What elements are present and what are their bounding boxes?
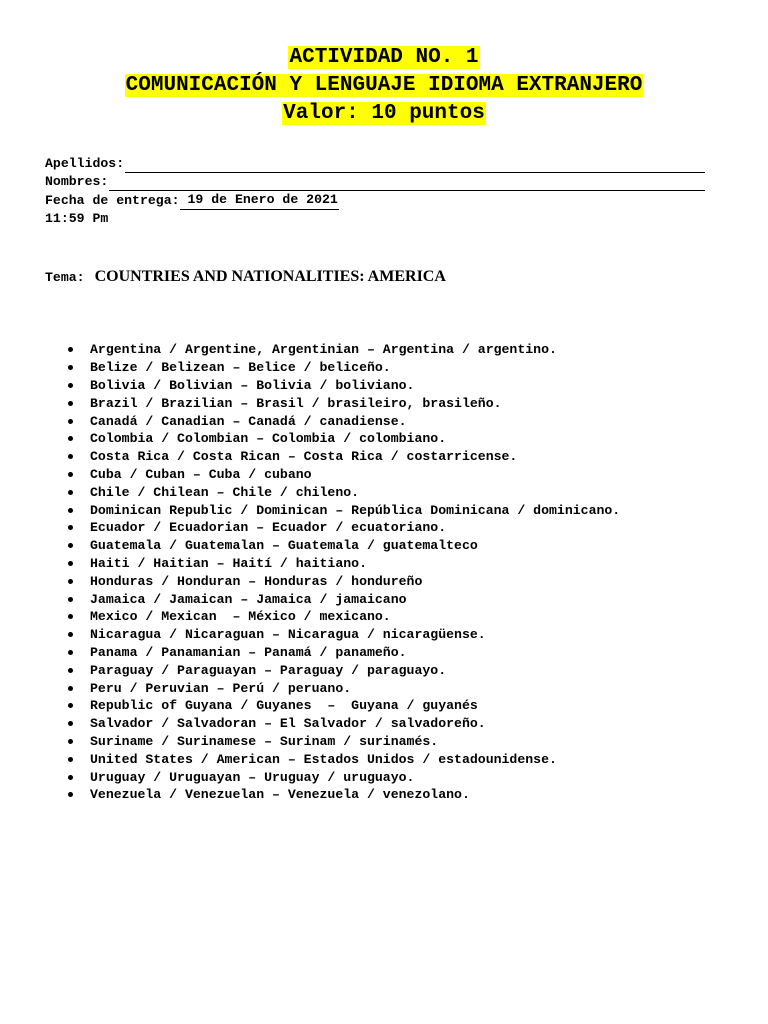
apellidos-input-line[interactable] (125, 158, 705, 173)
list-item (60, 750, 620, 768)
list-item-text: Haiti / Haitian – Haití / haitiano. (90, 555, 367, 571)
fecha-value: 19 de Enero de 2021 (180, 191, 339, 210)
title-line-1 (0, 44, 768, 72)
list-item-text: Ecuador / Ecuadorian – Ecuador / ecuatoriano. (90, 520, 447, 536)
list-item (60, 572, 620, 590)
fecha-row (45, 191, 705, 210)
list-item-text: Honduras / Honduran – Honduras / hondureño (90, 573, 423, 589)
bullet-icon (68, 543, 73, 548)
bullet-icon (68, 525, 73, 530)
list-item (60, 501, 620, 519)
bullet-icon (68, 614, 73, 619)
list-item (60, 608, 620, 626)
list-item (60, 519, 620, 537)
bullet-icon (68, 579, 73, 584)
list-item-text: Jamaica / Jamaican – Jamaica / jamaicano (90, 591, 407, 607)
list-item (60, 661, 620, 679)
list-item (60, 768, 620, 786)
bullet-icon (68, 775, 73, 780)
list-item (60, 448, 620, 466)
nombres-label: Nombres: (45, 174, 109, 189)
title-line-2 (0, 72, 768, 100)
list-item (60, 394, 620, 412)
points-value: Valor: 10 puntos (283, 102, 485, 125)
list-item (60, 715, 620, 733)
course-title: COMUNICACIÓN Y LENGUAJE IDIOMA EXTRANJERO (125, 74, 643, 97)
bullet-icon (68, 597, 73, 602)
list-item-text: Paraguay / Paraguayan – Paraguay / paraguayo. (90, 662, 447, 678)
list-item-text: Belize / Belizean – Belice / beliceño. (90, 360, 391, 376)
list-item-text: Dominican Republic / Dominican – República Dominicana / dominicano. (90, 502, 621, 518)
list-item (60, 537, 620, 555)
list-item-text: United States / American – Estados Unidos / estadounidense. (90, 751, 557, 767)
bullet-icon (68, 561, 73, 566)
bullet-icon (68, 472, 73, 477)
list-item-text: Venezuela / Venezuelan – Venezuela / venezolano. (90, 787, 470, 803)
list-item-text: Republic of Guyana / Guyanes – Guyana / guyanés (90, 698, 478, 714)
list-item (60, 555, 620, 573)
list-item-text: Panama / Panamanian – Panamá / panameño. (90, 644, 407, 660)
fecha-label: Fecha de entrega: (45, 192, 180, 208)
nombres-row (45, 173, 705, 192)
list-item-text: Costa Rica / Costa Rican – Costa Rica / costarricense. (90, 449, 518, 465)
bullet-icon (68, 650, 73, 655)
bullet-icon (68, 419, 73, 424)
student-fields (45, 154, 705, 228)
bullet-icon (68, 347, 73, 352)
list-item-text: Chile / Chilean – Chile / chileno. (90, 484, 360, 500)
list-item-text: Suriname / Surinamese – Surinam / surinamés. (90, 733, 439, 749)
list-item (60, 377, 620, 395)
bullet-icon (68, 703, 73, 708)
bullet-icon (68, 401, 73, 406)
bullet-icon (68, 365, 73, 370)
bullet-icon (68, 454, 73, 459)
list-item-text: Canadá / Canadian – Canadá / canadiense. (90, 413, 407, 429)
list-item (60, 412, 620, 430)
list-item-text: Cuba / Cuban – Cuba / cubano (90, 466, 312, 482)
list-item-text: Brazil / Brazilian – Brasil / brasileiro, brasileño. (90, 395, 502, 411)
title-block (0, 44, 768, 128)
list-item-text: Uruguay / Uruguayan – Uruguay / uruguayo. (90, 769, 415, 785)
bullet-icon (68, 383, 73, 388)
topic-label: Tema: (45, 270, 85, 285)
list-item-text: Mexico / Mexican – México / mexicano. (90, 609, 391, 625)
apellidos-row (45, 154, 705, 173)
list-item (60, 679, 620, 697)
bullet-icon (68, 792, 73, 797)
bullet-icon (68, 632, 73, 637)
bullet-icon (68, 686, 73, 691)
activity-title: ACTIVIDAD NO. 1 (289, 46, 479, 69)
list-item (60, 733, 620, 751)
hora-value: 11:59 Pm (45, 211, 109, 226)
countries-list (60, 341, 620, 804)
hora-row (45, 210, 705, 229)
list-item (60, 590, 620, 608)
list-item-text: Colombia / Colombian – Colombia / colombiano. (90, 431, 447, 447)
list-item (60, 626, 620, 644)
topic (45, 268, 446, 286)
apellidos-label: Apellidos: (45, 155, 125, 171)
list-item-text: Peru / Peruvian – Perú / peruano. (90, 680, 352, 696)
list-item (60, 483, 620, 501)
bullet-icon (68, 739, 73, 744)
bullet-icon (68, 757, 73, 762)
bullet-icon (68, 721, 73, 726)
list-item-text: Bolivia / Bolivian – Bolivia / boliviano. (90, 377, 415, 393)
list-item (60, 430, 620, 448)
list-item-text: Argentina / Argentine, Argentinian – Argentina / argentino. (90, 342, 557, 358)
list-item-text: Nicaragua / Nicaraguan – Nicaragua / nicaragüense. (90, 627, 486, 643)
bullet-icon (68, 436, 73, 441)
list-item (60, 786, 620, 804)
list-item (60, 697, 620, 715)
list-item-text: Salvador / Salvadoran – El Salvador / salvadoreño. (90, 716, 486, 732)
bullet-icon (68, 490, 73, 495)
list-item (60, 466, 620, 484)
bullet-icon (68, 668, 73, 673)
bullet-icon (68, 508, 73, 513)
nombres-input-line[interactable] (109, 176, 705, 191)
list-item (60, 359, 620, 377)
list-item (60, 644, 620, 662)
title-line-3 (0, 100, 768, 128)
topic-value: COUNTRIES AND NATIONALITIES: AMERICA (94, 268, 446, 285)
list-item (60, 341, 620, 359)
list-item-text: Guatemala / Guatemalan – Guatemala / guatemalteco (90, 538, 478, 554)
